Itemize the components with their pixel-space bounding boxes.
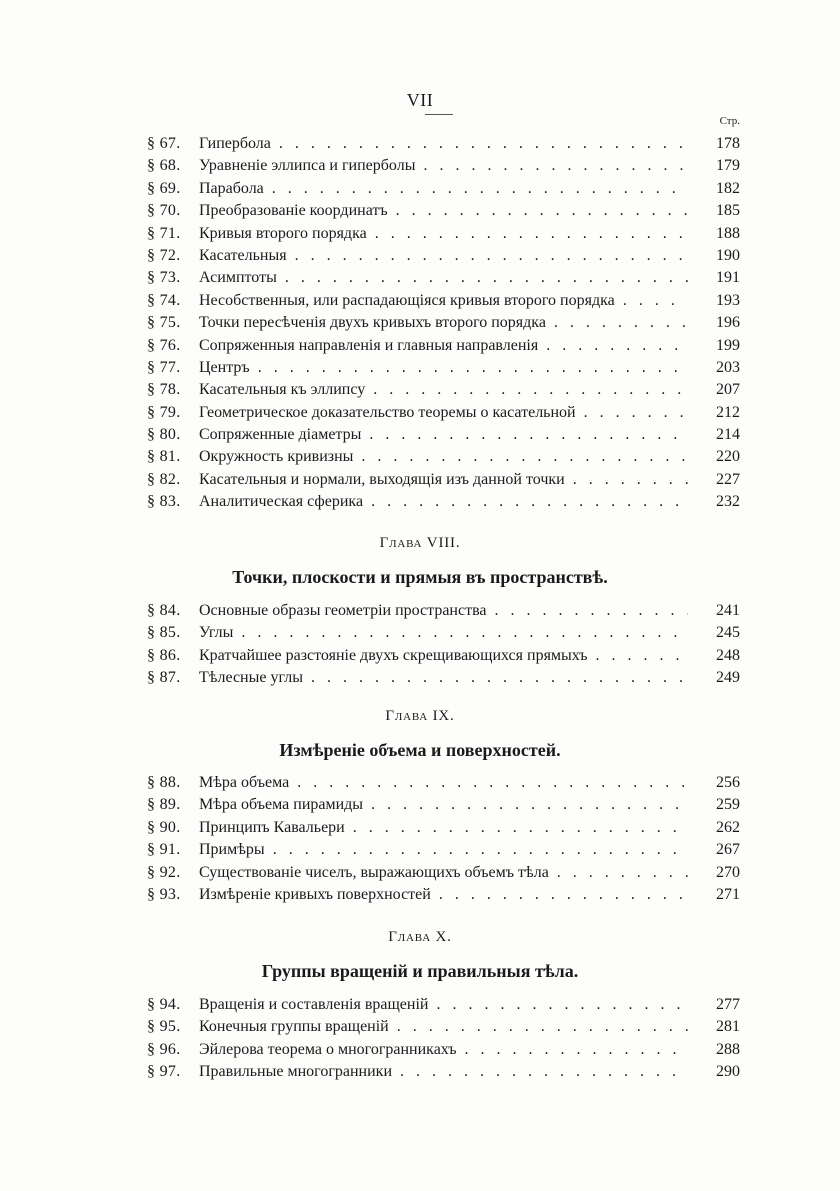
page-reference: 182: [716, 179, 740, 197]
section-number: § 81.: [147, 448, 181, 466]
section-title: Конечныя группы вращеній . . .: [199, 1016, 688, 1038]
toc-entry: [147, 267, 740, 289]
page-reference: 241: [716, 602, 740, 619]
section-title: Аналитическая сферика . . .: [199, 491, 688, 513]
section-title: Мѣра объема пирамиды . . .: [199, 794, 688, 816]
page-reference: 270: [716, 863, 740, 881]
toc-entry: [147, 772, 740, 794]
section-title: Правильные многогранники . . .: [199, 1061, 688, 1083]
toc-entry: [147, 469, 740, 491]
page-reference: 256: [716, 774, 740, 791]
section-title: Основные образы геометріи пространства . . .: [199, 600, 688, 622]
section-title: Геометрическое доказательство теоремы о касательной . . .: [199, 402, 688, 424]
toc-entry: [147, 379, 740, 401]
section-number: § 83.: [147, 493, 181, 511]
section-title: Касательныя къ эллипсу . . .: [199, 379, 688, 401]
page-reference: 220: [716, 448, 740, 466]
section-number: § 67.: [147, 135, 181, 152]
section-number: § 95.: [147, 1018, 181, 1036]
page-reference: 214: [716, 426, 740, 444]
chapter-8-title: Точки, плоскости и прямыя въ пространствѣ.: [232, 567, 608, 587]
section-number: § 77.: [147, 358, 181, 376]
section-title: Касательныя и нормали, выходящія изъ данной точки . . .: [199, 469, 688, 491]
chapter-10-title: Группы вращеній и правильныя тѣла.: [261, 961, 579, 981]
page-number-rule: [425, 114, 453, 115]
page-reference: 262: [716, 818, 740, 836]
section-number: § 68.: [147, 157, 181, 175]
page-reference: 179: [716, 157, 740, 175]
page-reference: 271: [716, 885, 740, 903]
toc-entry: [147, 200, 740, 222]
page-reference: 249: [716, 669, 740, 687]
page-column-label: Стр.: [719, 115, 740, 127]
page-reference: 188: [716, 224, 740, 242]
section-number: § 70.: [147, 202, 181, 220]
page-reference: 259: [716, 796, 740, 814]
section-title: Точки пересѣченія двухъ кривыхъ второго порядка . . .: [199, 312, 688, 334]
section-title: Кривыя второго порядка . . .: [199, 223, 688, 245]
page-reference: 267: [716, 841, 740, 859]
section-title: Углы . . .: [199, 622, 688, 644]
section-number: § 74.: [147, 291, 181, 309]
section-number: § 91.: [147, 841, 181, 859]
section-number: § 97.: [147, 1063, 181, 1081]
toc-entry: [147, 223, 740, 245]
section-title: Примѣры . . .: [199, 839, 688, 861]
toc-section-a: [147, 133, 740, 514]
page-reference: 212: [716, 403, 740, 421]
toc-entry: [147, 491, 740, 513]
section-number: § 69.: [147, 179, 181, 197]
page-reference: 277: [716, 996, 740, 1013]
page-reference: 190: [716, 246, 740, 264]
section-title: Касательныя . . .: [199, 245, 688, 267]
section-title: Вращенія и составленія вращеній . . .: [199, 994, 688, 1016]
page-reference: 185: [716, 202, 740, 220]
page-reference: 227: [716, 470, 740, 488]
page-reference: 248: [716, 646, 740, 664]
page-reference: 288: [716, 1040, 740, 1058]
chapter-10-label: Глава X.: [388, 929, 452, 945]
section-number: § 76.: [147, 336, 181, 354]
chapter-9-title: Измѣреніе объема и поверхностей.: [279, 740, 561, 760]
section-title: Несобственныя, или распадающіяся кривыя второго порядка . . .: [199, 290, 688, 312]
toc-chapter-10: [147, 994, 740, 1084]
section-number: § 93.: [147, 885, 181, 903]
toc-entry: [147, 994, 740, 1016]
page-reference: 203: [716, 358, 740, 376]
section-title: Кратчайшее разстояніе двухъ скрещивающихся прямыхъ . . .: [199, 645, 688, 667]
toc-entry: [147, 1061, 740, 1083]
page-number: VII: [406, 90, 434, 110]
toc-entry: [147, 794, 740, 816]
section-number: § 90.: [147, 818, 181, 836]
page-reference: 245: [716, 624, 740, 642]
toc-entry: [147, 290, 740, 312]
toc-entry: [147, 446, 740, 468]
page-reference: 196: [716, 314, 740, 332]
toc-entry: [147, 155, 740, 177]
section-number: § 85.: [147, 624, 181, 642]
toc-entry: [147, 667, 740, 689]
toc-entry: [147, 817, 740, 839]
toc-entry: [147, 884, 740, 906]
section-number: § 78.: [147, 381, 181, 399]
chapter-8-label: Глава VIII.: [379, 535, 461, 551]
toc-entry: [147, 862, 740, 884]
section-number: § 89.: [147, 796, 181, 814]
section-number: § 88.: [147, 774, 181, 791]
section-number: § 92.: [147, 863, 181, 881]
toc-entry: [147, 1016, 740, 1038]
page-reference: 281: [716, 1018, 740, 1036]
section-title: Измѣреніе кривыхъ поверхностей . . .: [199, 884, 688, 906]
page-reference: 191: [716, 269, 740, 287]
section-title: Эйлерова теорема о многогранникахъ . . .: [199, 1039, 688, 1061]
toc-chapter-8: [147, 600, 740, 690]
section-title: Сопряженные діаметры . . .: [199, 424, 688, 446]
toc-entry: [147, 402, 740, 424]
toc-entry: [147, 357, 740, 379]
page-reference: 290: [716, 1063, 740, 1081]
section-number: § 96.: [147, 1040, 181, 1058]
toc-entry: [147, 424, 740, 446]
section-title: Центръ . . .: [199, 357, 688, 379]
section-title: Существованіе чиселъ, выражающихъ объемъ тѣла . . .: [199, 862, 688, 884]
section-number: § 75.: [147, 314, 181, 332]
section-number: § 72.: [147, 246, 181, 264]
toc-chapter-9: [147, 772, 740, 906]
section-number: § 71.: [147, 224, 181, 242]
section-title: Преобразованіе координатъ . . .: [199, 200, 688, 222]
section-number: § 80.: [147, 426, 181, 444]
toc-entry: [147, 312, 740, 334]
section-number: § 94.: [147, 996, 181, 1013]
chapter-9-label: Глава IX.: [385, 708, 455, 724]
toc-entry: [147, 1039, 740, 1061]
toc-entry: [147, 600, 740, 622]
section-title: Уравненіе эллипса и гиперболы . . .: [199, 155, 688, 177]
section-number: § 79.: [147, 403, 181, 421]
section-number: § 86.: [147, 646, 181, 664]
section-number: § 84.: [147, 602, 181, 619]
page-reference: 199: [716, 336, 740, 354]
section-title: Гипербола . . .: [199, 133, 688, 155]
section-title: Парабола . . .: [199, 178, 688, 200]
section-number: § 73.: [147, 269, 181, 287]
section-title: Окружность кривизны . . .: [199, 446, 688, 468]
toc-entry: [147, 622, 740, 644]
page-reference: 232: [716, 493, 740, 511]
section-number: § 87.: [147, 669, 181, 687]
toc-entry: [147, 645, 740, 667]
section-title: Принципъ Кавальери . . .: [199, 817, 688, 839]
page-reference: 193: [716, 291, 740, 309]
toc-entry: [147, 133, 740, 155]
section-title: Асимптоты . . .: [199, 267, 688, 289]
toc-entry: [147, 245, 740, 267]
section-title: Сопряженныя направленія и главныя направленія . . .: [199, 335, 688, 357]
toc-entry: [147, 178, 740, 200]
section-title: Мѣра объема . . .: [199, 772, 688, 794]
page-reference: 178: [716, 135, 740, 152]
section-number: § 82.: [147, 470, 181, 488]
toc-entry: [147, 839, 740, 861]
toc-entry: [147, 335, 740, 357]
page-reference: 207: [716, 381, 740, 399]
section-title: Тѣлесные углы . . .: [199, 667, 688, 689]
